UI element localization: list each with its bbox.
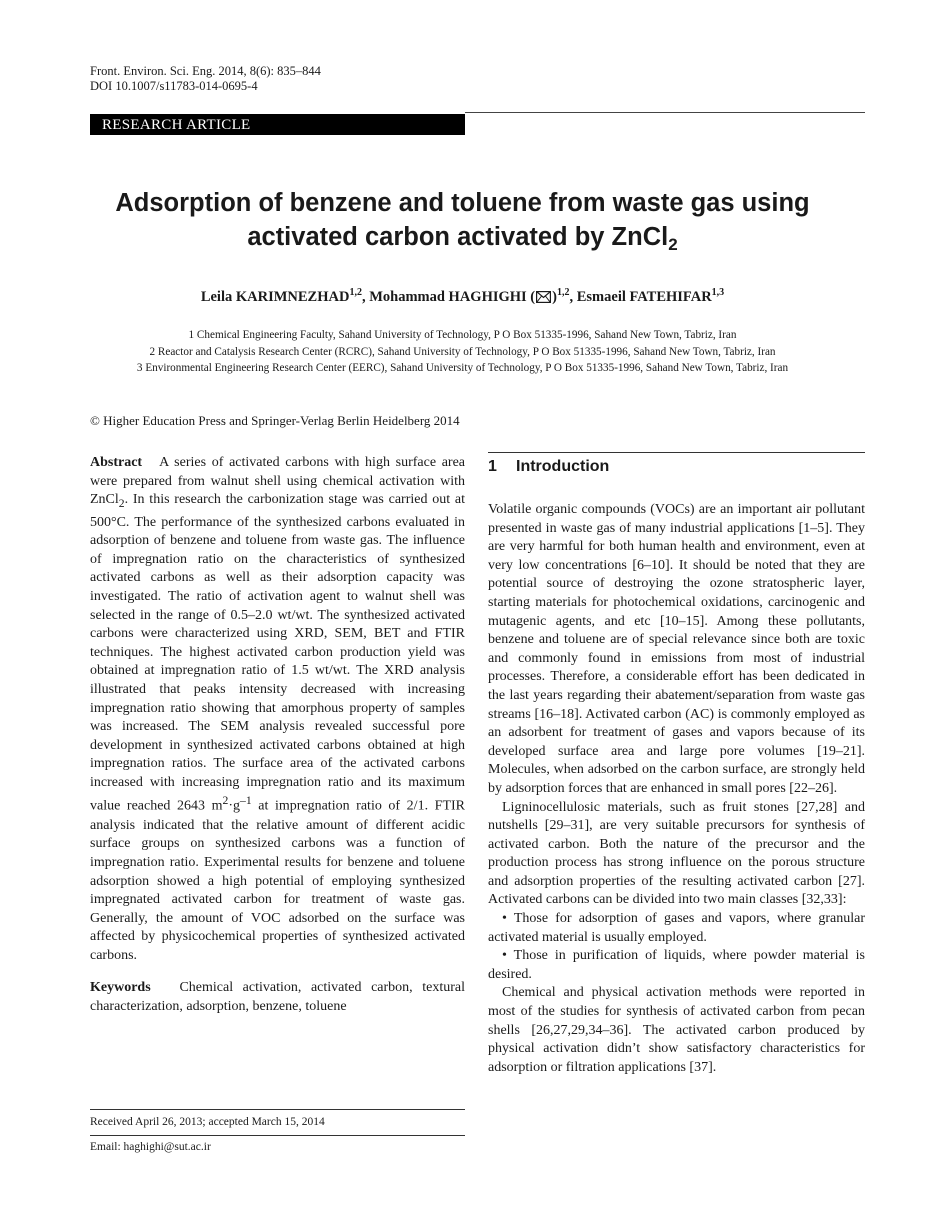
received-dates: Received April 26, 2013; accepted March 15, 2014 (90, 1116, 325, 1128)
author-2-close: ) (552, 289, 557, 305)
copyright-notice: © Higher Education Press and Springer-Verlag Berlin Heidelberg 2014 (90, 413, 460, 428)
keywords-text: Chemical activation, activated carbon, textural characterization, adsorption, benzene, toluene (90, 980, 465, 1015)
title-line-1: Adsorption of benzene and toluene from waste gas using (115, 189, 810, 217)
section-rule (488, 452, 865, 453)
keywords-label: Keywords (90, 980, 151, 996)
section-heading (488, 458, 609, 476)
abstract-unit: ·g (228, 799, 240, 815)
abstract-text-1: A series of activated carbons with high surface area were prepared from walnut shell using chemical activation with ZnCl (90, 455, 466, 508)
paper-title (60, 186, 865, 254)
affiliations (60, 327, 865, 377)
title-line-2 (60, 220, 865, 254)
author-2-affil: 1,2 (556, 287, 570, 298)
author-2: Mohammad HAGHIGHI ( (369, 289, 536, 305)
abstract-superscript-1: 2 (222, 794, 229, 808)
abstract-superscript-2: –1 (240, 794, 252, 808)
doi: DOI 10.1007/s11783-014-0695-4 (90, 79, 258, 93)
keywords (90, 979, 465, 1016)
section-title: Introduction (516, 458, 610, 475)
author-1: Leila KARIMNEZHAD (200, 289, 350, 305)
intro-paragraph-3: Chemical and physical activation methods were reported in most of the studies for synthesis of activated carbon from pecan shells [26,27,29,34–36]. The activated carbon produced by physical activation didn’t show satisfactory characteristics for adsorption or filtration applications [37]. (488, 985, 865, 1075)
abstract-text-3: at impregnation ratio of 2/1. FTIR analysis indicated that the relative amount of different acidic surface groups on synthesized carbons was a function of impregnation ratio. Experimental results for benzene and toluene adsorption showed a high potential of employing synthesized impregnated activated carbon for treatment of waste gas. Generally, the amount of VOC adsorbed on the surface was affected by physicochemical properties of synthesized activated carbons. (90, 799, 465, 963)
journal-citation: Front. Environ. Sci. Eng. 2014, 8(6): 835–844 (90, 64, 321, 78)
bullet-item-1: • Those for adsorption of gases and vapors, where granular activated material is usually employed. (488, 911, 865, 945)
article-type-banner: RESEARCH ARTICLE (90, 114, 465, 135)
author-3: Esmaeil FATEHIFAR (576, 289, 712, 305)
title-subscript: 2 (668, 235, 678, 254)
right-column (488, 501, 865, 1077)
author-list (60, 289, 865, 308)
affiliation-2: 2 Reactor and Catalysis Research Center (RCRC), Sahand University of Technology, P O Box 51335-1996, Sahand New Town, Tabriz, Iran (149, 345, 776, 358)
bullet-item-2: • Those in purification of liquids, where powder material is desired. (488, 948, 865, 982)
envelope-icon (536, 291, 551, 308)
abstract-subscript: 2 (118, 496, 125, 510)
author-1-affil: 1,2 (349, 287, 362, 298)
left-column (90, 454, 465, 1017)
header-rule (465, 112, 865, 113)
title-line-2-text: activated carbon activated by ZnCl (247, 223, 669, 251)
abstract-label: Abstract (90, 455, 143, 470)
abstract-text-2: . In this research the carbonization stage was carried out at 500°C. The performance of the synthesized carbons evaluated in adsorption of benzene and toluene from waste gas. The influence of impregnation ratio on the characteristics of synthesized activated carbons as well as their adsorption capacity was investigated. The ratio of activation agent to walnut shell was selected in the range of 0.5–2.0 wt/wt. The synthesized activated carbons were characterized using XRD, SEM, BET and FTIR techniques. The highest activated carbon production yield was obtained at impregnation ratio of 1.5 wt/wt. The XRD analysis illustrated that peaks intensity decreased with increasing impregnation ratio showing that amorphous property of samples was increased. The SEM analysis revealed successful pore development in synthesized activated carbons obtained at high impregnation ratios. The surface area of the activated carbons increased with increasing impregnation ratio and its maximum value reached 2643 m (90, 492, 465, 815)
footnote-rule-2 (90, 1135, 465, 1136)
abstract (90, 454, 465, 965)
corresponding-email: Email: haghighi@sut.ac.ir (90, 1141, 211, 1153)
intro-paragraph-1: Volatile organic compounds (VOCs) are an important air pollutant presented in waste gas of many industrial applications [1–5]. They are very harmful for both human health and environment, even at very low concentrations [6–10]. It should be noted that they are potential source of destroying the ozone stratospheric layer, starting materials for photochemical oxidations, carcinogenic and mutagenic agents, and etc [10–15]. Among these pollutants, benzene and toluene are of special relevance since both are toxic and commonly found in emissions from most of industrial processes. Therefore, a considerable effort has been dedicated in the last years regarding their abatement/separation from waste gas streams [16–18]. Activated carbon (AC) is commonly employed as an adsorbent for treatment of gases and vapors because of its developed surface area and large pore volumes [19–21]. Molecules, when adsorbed on the carbon surface, are strongly held by adsorption forces that are enhanced in small pores [22–26]. (488, 502, 865, 796)
affiliation-3: 3 Environmental Engineering Research Center (EERC), Sahand University of Technology, P O Box 51335-1996, Sahand New Town, Tabriz, Iran (136, 362, 789, 374)
author-separator: , (361, 289, 370, 305)
author-3-affil: 1,3 (711, 287, 725, 298)
footnote-rule (90, 1109, 465, 1110)
affiliation-1: 1 Chemical Engineering Faculty, Sahand University of Technology, P O Box 51335-1996, Sahand New Town, Tabriz, Iran (188, 329, 737, 341)
author-separator: , (569, 289, 577, 305)
intro-paragraph-2: Ligninocellulosic materials, such as fruit stones [27,28] and nutshells [29–31], are very suitable precursors for synthesis of activated carbon. Both the nature of the precursor and the production process has strong influence on the porous structure and adsorption properties of the resulting activated carbon [27]. Activated carbons can be divided into two main classes [32,33]: (488, 799, 865, 908)
journal-header (90, 64, 321, 94)
section-number: 1 (488, 458, 497, 475)
